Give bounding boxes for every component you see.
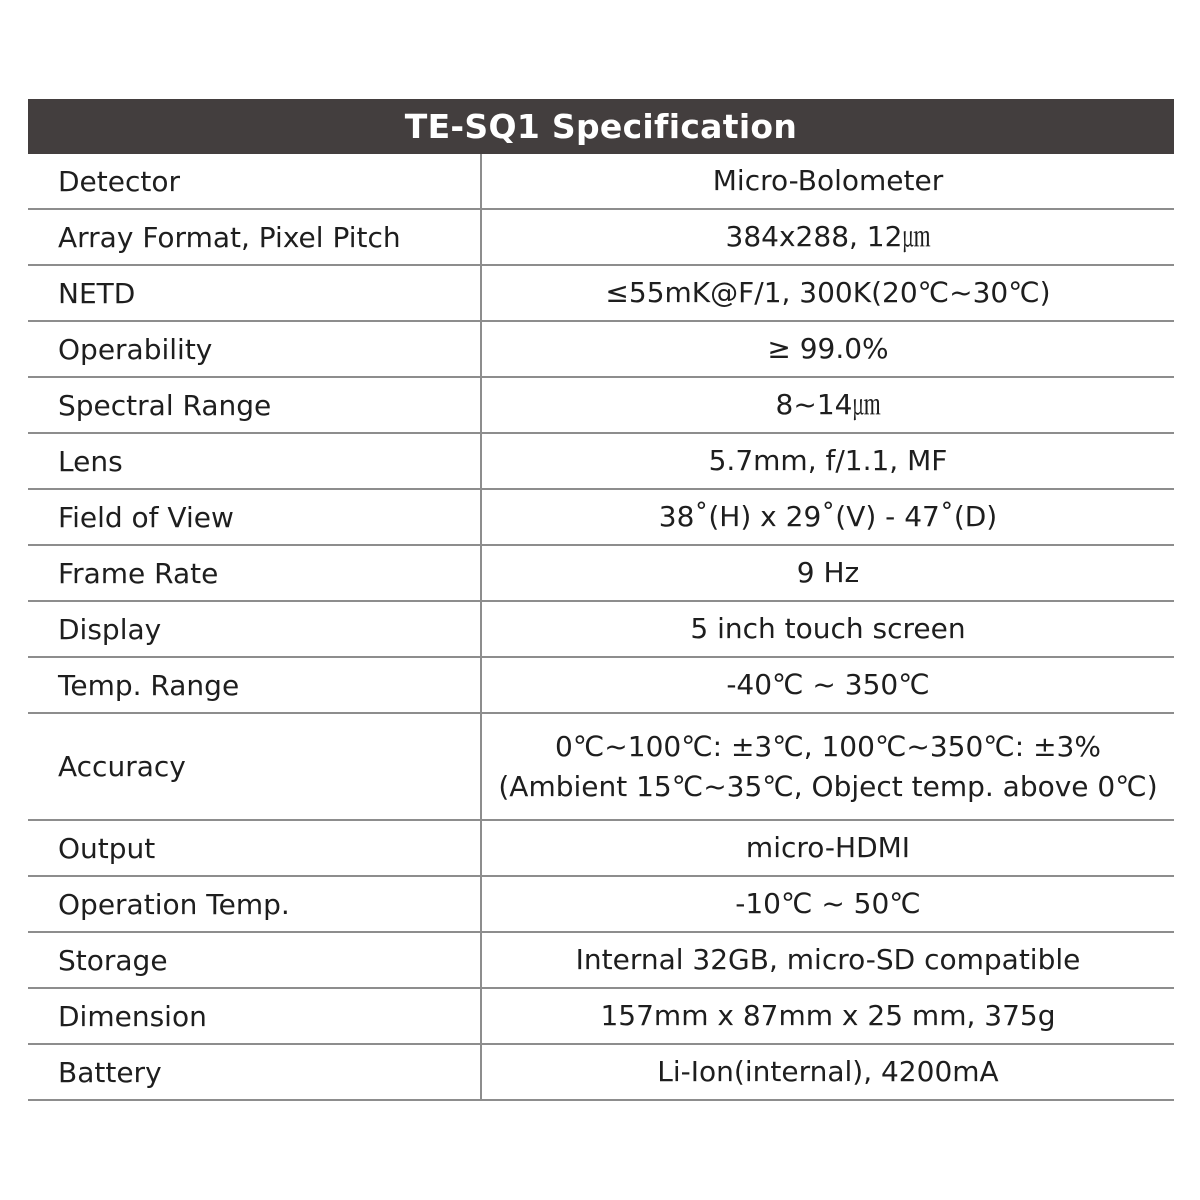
spec-row-netd <box>28 266 1174 322</box>
spec-value-cell <box>482 322 1174 376</box>
spec-value: -40℃ ~ 350℃ <box>726 668 930 702</box>
spec-label: Dimension <box>28 989 482 1043</box>
spec-label: Frame Rate <box>28 546 482 600</box>
spec-value-note: (Ambient 15℃~35℃, Object temp. above 0℃) <box>498 769 1158 803</box>
spec-value-cell <box>482 877 1174 931</box>
spec-value: micro-HDMI <box>745 831 911 865</box>
spec-row-storage <box>28 933 1174 989</box>
spec-value-cell <box>482 546 1174 600</box>
spec-value: Li-Ion(internal), 4200mA <box>657 1055 999 1089</box>
spec-value-cell <box>482 1045 1174 1099</box>
spec-value-cell <box>482 434 1174 488</box>
spec-label: Operation Temp. <box>28 877 482 931</box>
spec-label: Accuracy <box>28 714 482 819</box>
spec-row-array-format <box>28 210 1174 266</box>
spec-row-field-of-view <box>28 490 1174 546</box>
spec-value: 8~14㎛ <box>775 388 881 422</box>
spec-row-operability <box>28 322 1174 378</box>
spec-label: Temp. Range <box>28 658 482 712</box>
spec-row-detector <box>28 154 1174 210</box>
spec-value: -10℃ ~ 50℃ <box>735 887 921 921</box>
spec-value: Micro-Bolometer <box>712 164 944 198</box>
spec-value: 157mm x 87mm x 25 mm, 375g <box>600 999 1056 1033</box>
spec-row-lens <box>28 434 1174 490</box>
spec-value-cell <box>482 490 1174 544</box>
spec-value: ≥ 99.0% <box>767 332 889 366</box>
spec-label: Detector <box>28 154 482 208</box>
spec-row-battery <box>28 1045 1174 1101</box>
spec-value-cell <box>482 933 1174 987</box>
spec-row-temp-range <box>28 658 1174 714</box>
spec-row-display <box>28 602 1174 658</box>
spec-label: Operability <box>28 322 482 376</box>
spec-row-output <box>28 821 1174 877</box>
spec-value: 0℃~100℃: ±3℃, 100℃~350℃: ±3% <box>555 730 1101 764</box>
spec-label: Lens <box>28 434 482 488</box>
spec-value-cell <box>482 266 1174 320</box>
spec-table <box>28 99 1174 1101</box>
spec-value-cell <box>482 989 1174 1043</box>
spec-row-accuracy <box>28 714 1174 821</box>
spec-value-cell <box>482 658 1174 712</box>
spec-label: NETD <box>28 266 482 320</box>
spec-value: 384x288, 12㎛ <box>725 220 931 254</box>
spec-value: 5.7mm, f/1.1, MF <box>708 444 948 478</box>
spec-row-spectral-range <box>28 378 1174 434</box>
spec-value-cell <box>482 714 1174 819</box>
spec-value-cell <box>482 602 1174 656</box>
spec-row-dimension <box>28 989 1174 1045</box>
spec-label: Spectral Range <box>28 378 482 432</box>
spec-row-frame-rate <box>28 546 1174 602</box>
spec-value: Internal 32GB, micro-SD compatible <box>575 943 1081 977</box>
spec-label: Field of View <box>28 490 482 544</box>
spec-label: Output <box>28 821 482 875</box>
spec-value: 9 Hz <box>796 556 860 590</box>
spec-value-cell <box>482 210 1174 264</box>
spec-value-cell <box>482 821 1174 875</box>
spec-value-cell <box>482 378 1174 432</box>
spec-row-operation-temp <box>28 877 1174 933</box>
spec-value: 38˚(H) x 29˚(V) - 47˚(D) <box>658 500 998 534</box>
spec-label: Array Format, Pixel Pitch <box>28 210 482 264</box>
spec-label: Display <box>28 602 482 656</box>
table-title: TE-SQ1 Specification <box>28 99 1174 154</box>
spec-value: ≤55mK@F/1, 300K(20℃~30℃) <box>605 276 1051 310</box>
spec-label: Battery <box>28 1045 482 1099</box>
spec-value: 5 inch touch screen <box>690 612 966 646</box>
spec-label: Storage <box>28 933 482 987</box>
spec-value-cell <box>482 154 1174 208</box>
